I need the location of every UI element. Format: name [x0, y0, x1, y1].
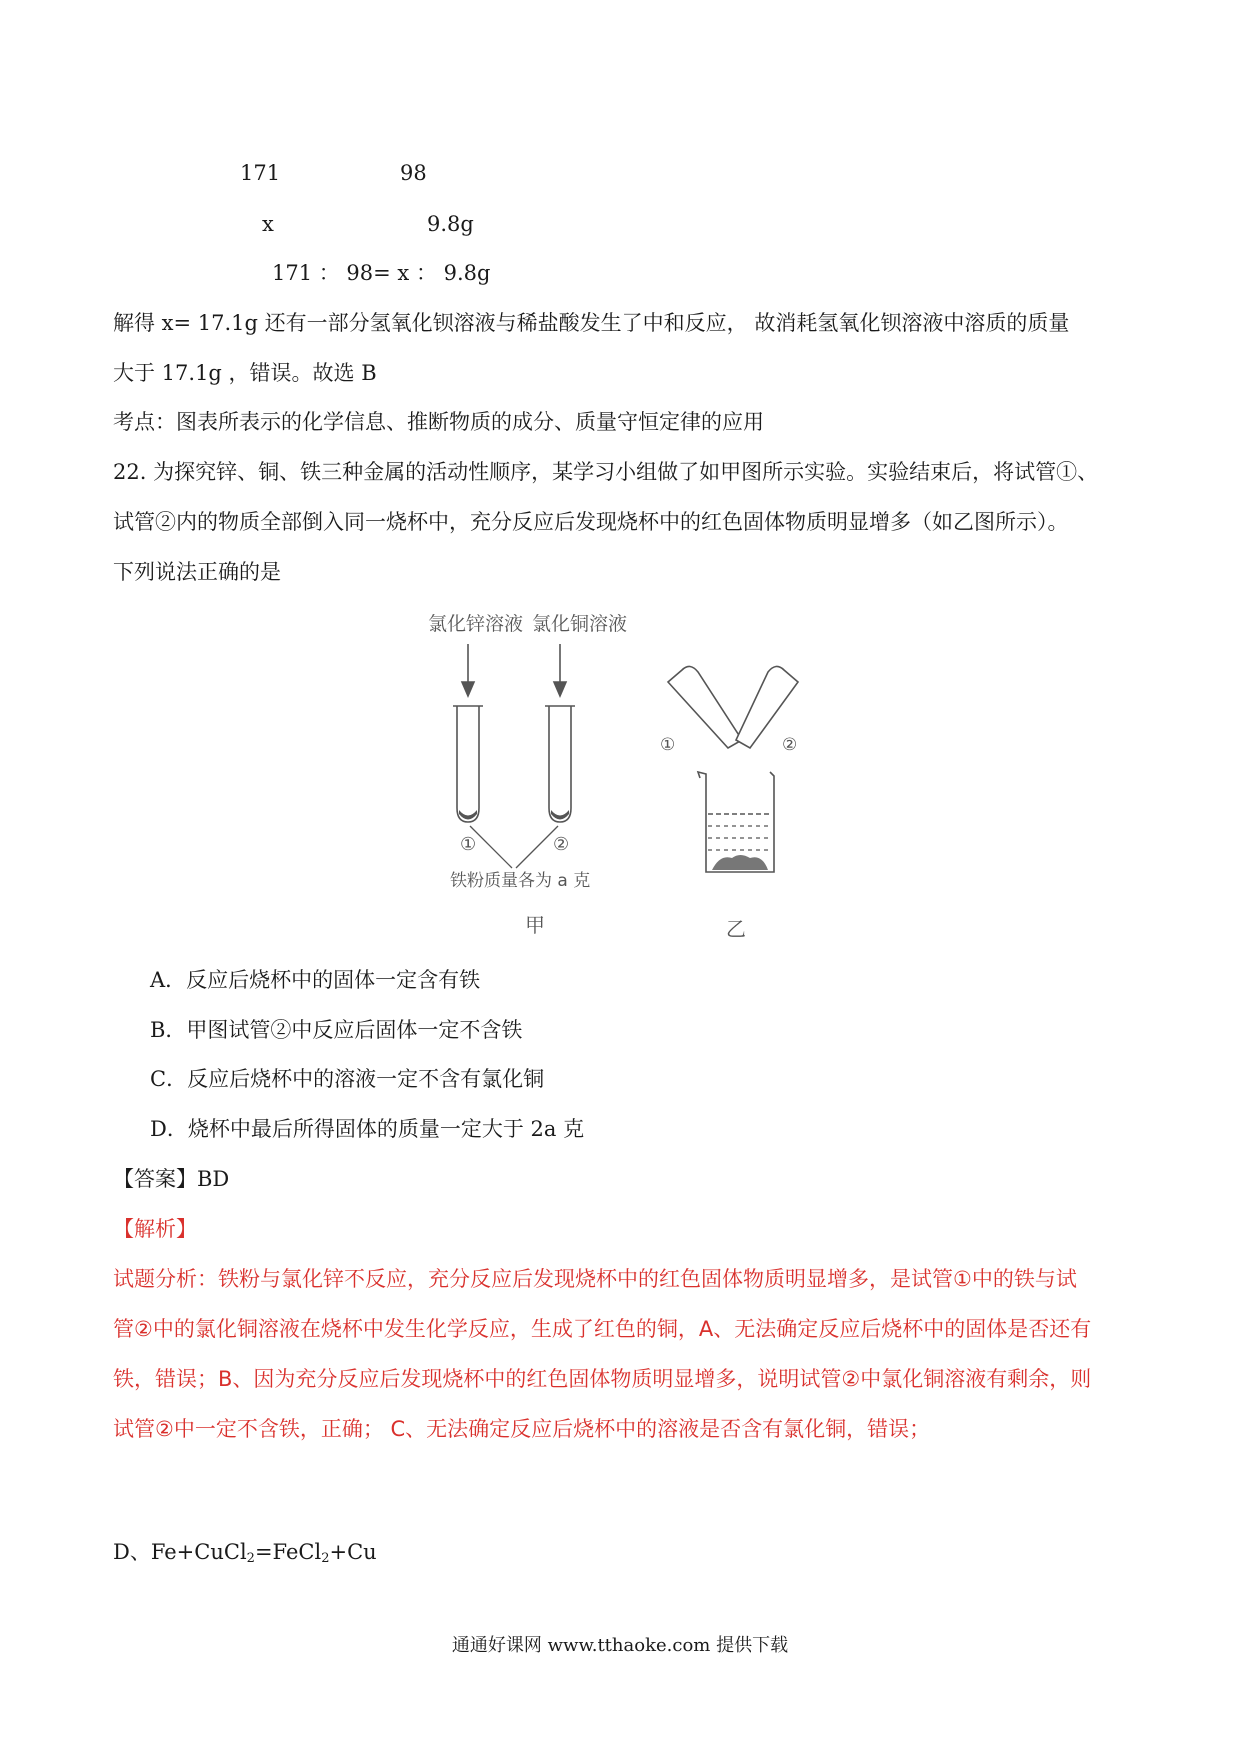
- question-line-2: 试管②内的物质全部倒入同一烧杯中，充分反应后发现烧杯中的红色固体物质明显增多（如乙图所示）。: [113, 510, 1069, 534]
- eq-prefix: D、Fe+CuCl: [113, 1540, 247, 1564]
- calc-r2-b: 9.8g: [427, 212, 474, 236]
- eq-mid: =FeCl: [254, 1540, 322, 1564]
- eq-sub-2: 2: [321, 1551, 330, 1566]
- pouring-tubes: [668, 666, 798, 748]
- question-line-3: 下列说法正确的是: [113, 560, 281, 584]
- yi-tube-1-number: ①: [660, 735, 676, 755]
- tube-1-number: ①: [460, 834, 477, 855]
- calc-r2-a: x: [262, 212, 274, 236]
- arrow-icons: [462, 644, 566, 696]
- label-jia: 甲: [525, 913, 545, 937]
- calc-r3: 171 ： 98= x ： 9.8g: [272, 261, 491, 285]
- pointer-lines: [470, 826, 558, 868]
- eq-sub-1: 2: [246, 1551, 255, 1566]
- experiment-figure: [420, 600, 840, 950]
- equation-d: [113, 1537, 377, 1574]
- calc-r1-b: 98: [400, 161, 427, 185]
- analysis-line-4: 试管②中一定不含铁，正确； C、无法确定反应后烧杯中的溶液是否含有氯化铜，错误；: [113, 1417, 931, 1441]
- solution-line-2: 大于 17.1g ，错误。故选 B: [113, 361, 377, 385]
- option-d: D．烧杯中最后所得固体的质量一定大于 2a 克: [150, 1117, 585, 1141]
- option-c: C．反应后烧杯中的溶液一定不含有氯化铜: [150, 1067, 545, 1091]
- yi-tube-2-number: ②: [782, 735, 798, 755]
- kaodian: 考点：图表所表示的化学信息、推断物质的成分、质量守恒定律的应用: [113, 410, 764, 434]
- answer: 【答案】BD: [113, 1167, 230, 1191]
- label-zinc-chloride: 氯化锌溶液: [428, 613, 524, 635]
- figure-svg: [420, 600, 840, 950]
- test-tube-2: [545, 706, 575, 822]
- iron-mass-note: 铁粉质量各为 a 克: [450, 871, 591, 891]
- label-yi: 乙: [726, 917, 746, 941]
- eq-suffix: +Cu: [329, 1540, 377, 1564]
- tube-2-number: ②: [553, 834, 570, 855]
- analysis-line-1: 试题分析：铁粉与氯化锌不反应，充分反应后发现烧杯中的红色固体物质明显增多，是试管①中的铁与试: [113, 1267, 1077, 1291]
- question-line-1: 22. 为探究锌、铜、铁三种金属的活动性顺序，某学习小组做了如甲图所示实验。实验结束后，将试管①、: [113, 460, 1099, 484]
- beaker: [698, 772, 774, 872]
- option-a: A．反应后烧杯中的固体一定含有铁: [150, 968, 481, 992]
- option-b: B．甲图试管②中反应后固体一定不含铁: [150, 1018, 523, 1042]
- label-copper-chloride: 氯化铜溶液: [532, 613, 628, 635]
- test-tube-1: [453, 706, 483, 822]
- analysis-heading: 【解析】: [113, 1217, 197, 1241]
- page-footer: 通通好课网 www.tthaoke.com 提供下载: [451, 1635, 789, 1656]
- calc-r1-a: 171: [240, 161, 281, 185]
- solution-line-1: 解得 x= 17.1g 还有一部分氢氧化钡溶液与稀盐酸发生了中和反应， 故消耗氢氧化钡溶液中溶质的质量: [113, 311, 1070, 335]
- analysis-line-3: 铁，错误；B、因为充分反应后发现烧杯中的红色固体物质明显增多，说明试管②中氯化铜溶液有剩余，则: [113, 1367, 1092, 1391]
- analysis-line-2: 管②中的氯化铜溶液在烧杯中发生化学反应，生成了红色的铜，A、无法确定反应后烧杯中的固体是否还有: [113, 1317, 1092, 1341]
